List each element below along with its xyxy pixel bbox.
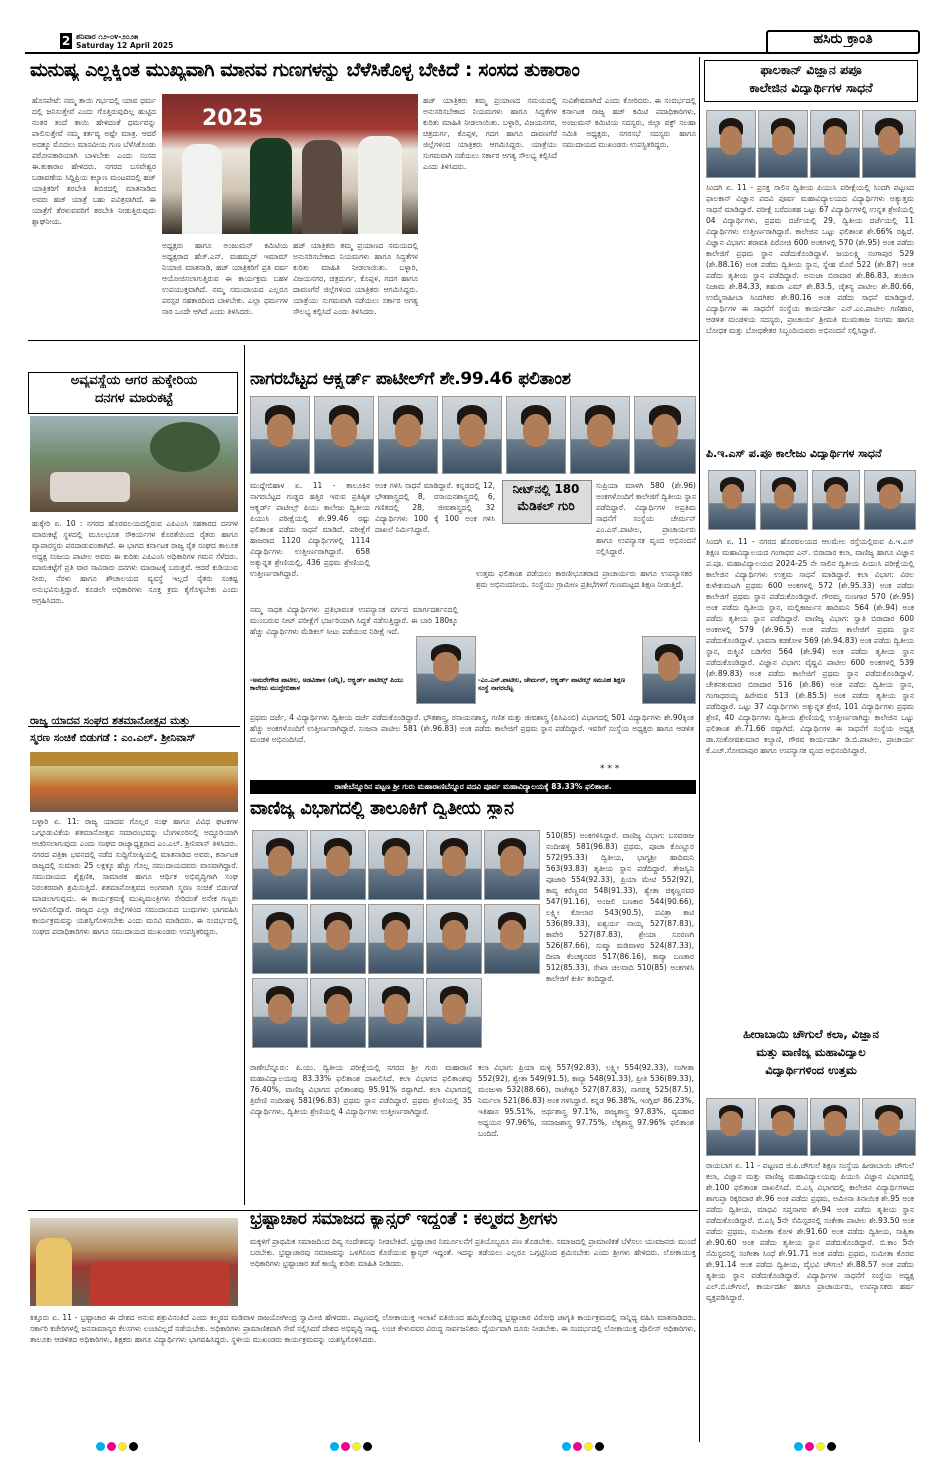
commerce-headline: ವಾಣಿಜ್ಯ ವಿಭಾಗದಲ್ಲಿ ತಾಲೂಕಿಗೆ ದ್ವಿತೀಯ ಸ್ಥಾನ [250,799,514,819]
commerce-student-1 [252,830,308,900]
dot-magenta [805,1442,814,1451]
corruption-audience [90,1262,230,1306]
photo-person-1 [182,144,222,234]
main-article-col3: ಹಜ್ ಯಾತ್ರಿಕರು ತಮ್ಮ ಪ್ರಯಾಣದ ಸಮಯದಲ್ಲಿ ಅನುಸರಿಸಬೇಕಾದ ನಿಯಮಗಳು ಹಾಗೂ ಸಿದ್ಧತೆಗಳ ಕುರಿತು ಮಾಹಿತಿ ನೀಡಲಾಯಿತು. ಬಳ್ಳಾರಿ, ವಿಜಯನಗರ, ಚಿತ್ರದುರ್ಗ, ಕೊಪ್ಪಳ, ಗದಗ ಹಾಗೂ ದಾವಣಗೆರೆ ಜಿಲ್ಲೆಗಳಿಂದ ಯಾತ್ರಿಕರು ಆಗಮಿಸಿದ್ದರು. ಯಾತ್ರೆಯು ಸುಗಮವಾಗಿ ನಡೆಯಲು ಸರ್ಕಾರ ಅಗತ್ಯ ಸೌಲಭ್ಯ ಕಲ್ಪಿಸಿದೆ ಎಂದು ತಿಳಿಸಿದರು. [423,96,557,171]
hirabai-student-3 [810,1098,860,1156]
oxford-student-4 [442,396,502,474]
oxford-caption-right: -ಎಂ.ಎಸ್.ಪಾಟೀಲ, ಚೇರ್ಮನ್, ಆಕ್ಸ್ಫರ್ಡ್ ಪಾಟೀಲ್ಸ್ ಸಮೂಹ ಶಿಕ್ಷಣ ಸಂಸ್ಥೆ ನಾಗರಬೆಟ್ಟ [478,676,626,692]
oxford-body-lower-right: ಉತ್ತಮ ಫಲಿತಾಂಶ ಪಡೆಯಲು ಕಾರಣೀಭೂತರಾದ ಪ್ರಾಚಾರ್ಯರು ಹಾಗೂ ಉಪನ್ಯಾಸಕರ ಶ್ರಮ ಅಭಿನಂದನೀಯ. ಸಂಸ್ಥೆಯು ಗ್ರಾಮೀಣ ಪ್ರತಿಭೆಗಳಿಗೆ ಗುಣಮಟ್ಟದ ಶಿಕ್ಷಣ ನೀಡುತ್ತಿದೆ. [476,569,692,589]
photo-banner-text: 2025 [202,106,264,131]
main-article-bottom-rule [28,340,698,341]
oxford-student-7 [634,396,696,474]
commerce-student-9 [426,904,482,974]
photo-person-2 [250,138,292,234]
commerce-student-4 [426,830,482,900]
yadava-headline-line2: ಸ್ಮರಣ ಸಂಚಿಕೆ ಬಿಡುಗಡೆ : ಎಂ.ಎಲ್. ಶ್ರೀನಿವಾಸ್ [30,733,196,744]
apmc-photo [30,416,238,512]
falcon-student-3 [810,110,860,178]
falcon-headline-line1: ಫಾಲಕಾನ್ ವಿಜ್ಞಾನ ಪಪೂ [760,63,862,77]
falcon-student-1 [706,110,756,178]
page-number: 2 [61,34,71,48]
commerce-body-right: 510(85) ಅಂಕಗಳಿಸಿದ್ದಾರೆ. ವಾಣಿಜ್ಯ ವಿಭಾಗ: ಬಸವರಾಜ ನಂದೀಹಳ್ಳಿ 581(96.83) ಪ್ರಥಮ, ಪೂಜಾ ಕೊಣ್ಣೂರ 572(95.33) ದ್ವಿತೀಯ, ಭಾಗ್ಯಶ್ರೀ ಹಾದಿಮನಿ 563(93.83) ತೃತೀಯ ಸ್ಥಾನ ಪಡೆದಿದ್ದಾರೆ. ತೇಜಸ್ವಿನಿ ಪೂಜಾರಿ 554(92.33), ಪ್ರಿಯಾ ಮೇಟಿ 552(92), ಕಾವ್ಯ ಕರೆಣ್ಣವರ 548(91.33), ಶ್ವೇತಾ ಚಿಕ್ಕಣ್ಣನವರ 547(91.16), ಅಂಜಲಿ ಬಣಕಾರ 544(90.66), ಲಕ್ಷ್ಮೀ ಕೋಲಾರ 543(90.5), ಪವಿತ್ರಾ ಕಾಟಿ 536(89.33), ಐಶ್ವರ್ಯ ನಾಯ್ಕ 527(87.83), ಕಾವೇರಿ 527(87.83), ಶ್ರೇಯಾ ಸೂರಣಗಿ 526(87.66), ಸುಷ್ಮಾ ಮಡಿವಾಳರ 524(87.33), ದೀಪಾ ಕೆಂಚಕ್ಕನವರ 517(86.16), ಕಾವ್ಯಾ ಬಣಕಾರ 512(85.33), ರೇಖಾ ಚಲವಾದಿ 510(85) ಅಂಕಗಳಿಸಿ ಕಾಲೇಜಿಗೆ ಕೀರ್ತಿ ತಂದಿದ್ದಾರೆ. [546,831,694,983]
apmc-headline-line1: ಅವ್ಯವಸ್ಥೆಯ ಆಗರ ಹುಕ್ಕೇರಿಯ [70,374,198,388]
dot-black [595,1442,604,1451]
commerce-student-10 [484,904,540,974]
hirabai-student-4 [862,1098,916,1156]
corruption-photo [30,1218,238,1306]
dot-magenta [341,1442,350,1451]
oxford-body-lower: ನಮ್ಮ ಸಾಧಕ ವಿದ್ಯಾರ್ಥಿಗಳು ಪ್ರತಿಭಾವಂತ ಉಪನ್ಯಾಸಕ ವರ್ಗದ ಮಾರ್ಗದರ್ಶನದಲ್ಲಿ ಮುಂಬರುವ ನೀಟ್ ಪರೀಕ್ಷೆಗೆ ಭರ್ಜರಿಯಾಗಿ ಸಿದ್ಧತೆ ನಡೆಸುತ್ತಿದ್ದಾರೆ. ಈ ಬಾರಿ 180ಕ್ಕೂ ಹೆಚ್ಚು ವಿದ್ಯಾರ್ಥಿಗಳು ಮೆಡಿಕಲ್ ಸೀಟು ಪಡೆಯುವ ನಿರೀಕ್ಷೆ ಇದೆ. [250,605,458,636]
oxford-chairman-photo [642,636,696,704]
yadava-headline-line1: ರಾಜ್ಯ ಯಾದವ ಸಂಘದ ಶತಮಾನೋತ್ಸವ ಮತ್ತು [30,716,190,727]
corruption-headline: ಭ್ರಷ್ಟಾಚಾರ ಸಮಾಜದ ಕ್ಯಾನ್ಸರ್ ಇದ್ದಂತೆ : ಕಲ್ಮಠದ ಶ್ರೀಗಳು [250,1210,558,1229]
pes-student-2 [760,470,808,530]
commerce-student-14 [426,978,482,1048]
oxford-student-3 [378,396,438,474]
dot-yellow [816,1442,825,1451]
registration-dots-3 [562,1442,604,1451]
dot-cyan [330,1442,339,1451]
falcon-student-4 [862,110,916,178]
dot-yellow [118,1442,127,1451]
hirabai-headline-line2: ಮತ್ತು ವಾಣಿಜ್ಯ ಮಹಾವಿದ್ಯಾಲ [756,1046,866,1059]
dot-black [827,1442,836,1451]
commerce-student-7 [310,904,366,974]
apmc-tree [150,422,220,472]
corruption-body-bottom: ಕಿತ್ತೂರು ಏ. 11 - ಭ್ರಷ್ಟಾಚಾರ ಈ ದೇಶದ ಅನುವ ಶತ್ರುವಿನಂತಿದೆ ಎಂದು ಕಲ್ಮಠದ ಮಡಿವಾಳ ರಾಜಯೋಗೀಂದ್ರ ಸ್ವಾಮೀಜಿ ಹೇಳಿದರು. ಪಟ್ಟಣದಲ್ಲಿ ಲೋಕಾಯುಕ್ತ ಇಲಾಖೆ ವತಿಯಿಂದ ಹಮ್ಮಿಕೊಂಡಿದ್ದ ಭ್ರಷ್ಟಾಚಾರ ವಿರೋಧಿ ಜಾಗೃತಿ ಕಾರ್ಯಕ್ರಮದಲ್ಲಿ ಸಾನ್ನಿಧ್ಯ ವಹಿಸಿ ಮಾತನಾಡಿದರು. ಸರ್ಕಾರಿ ಕಚೇರಿಗಳಲ್ಲಿ ಜನಸಾಮಾನ್ಯರ ಕೆಲಸಗಳು ಲಂಚವಿಲ್ಲದೆ ನಡೆಯಬೇಕು. ಅಧಿಕಾರಿಗಳು ಪ್ರಾಮಾಣಿಕವಾಗಿ ಸೇವೆ ಸಲ್ಲಿಸಿದರೆ ದೇಶದ ಅಭಿವೃದ್ಧಿ ಸಾಧ್ಯ. ಲಂಚ ಕೇಳುವವರ ವಿರುದ್ಧ ಸಾರ್ವಜನಿಕರು ಧೈರ್ಯವಾಗಿ ದೂರು ನೀಡಬೇಕು. ಈ ಸಂದರ್ಭದಲ್ಲಿ ಲೋಕಾಯುಕ್ತ ಪೊಲೀಸ್ ಅಧಿಕಾರಿಗಳು, ತಾಲೂಕು ಆಡಳಿತದ ಅಧಿಕಾರಿಗಳು, ಶಿಕ್ಷಕರು ಹಾಗೂ ವಿದ್ಯಾರ್ಥಿಗಳು ಭಾಗವಹಿಸಿದ್ದರು. ಸ್ಥಳೀಯ ಮುಖಂಡರು ಕಾರ್ಯಕ್ರಮವನ್ನು ಯಶಸ್ವಿಗೊಳಿಸಿದರು. [30,1313,696,1344]
commerce-student-12 [310,978,366,1048]
photo-person-4 [358,136,402,234]
oxford-body-mid: ಅಂಕ ಗಳಿಸಿ ಸಾಧನೆ ಮಾಡಿದ್ದಾರೆ. ಕನ್ನಡದಲ್ಲಿ 12, ಭೌತಶಾಸ್ತ್ರದಲ್ಲಿ 8, ರಸಾಯನಶಾಸ್ತ್ರದಲ್ಲಿ 6, ಗಣಿತದಲ್ಲಿ 28, ಜೀವಶಾಸ್ತ್ರದಲ್ಲಿ 32 ವಿದ್ಯಾರ್ಥಿಗಳು 100 ಕ್ಕೆ 100 ಅಂಕ ಗಳಿಸಿ ದಾಖಲೆ ನಿರ್ಮಿಸಿದ್ದಾರೆ. [375,481,495,534]
photo-person-3 [302,140,342,234]
date-line-english: Saturday 12 April 2025 [76,41,174,50]
hirabai-body: ರಾಯಬಾಗ ಏ. 11 - ಪಟ್ಟಣದ ಜಿ.ಪಿ.ಚೌಗುಲೆ ಶಿಕ್ಷಣ ಸಂಸ್ಥೆಯ ಹೀರಾಬಾಯಿ ಚೌಗುಲೆ ಕಲಾ, ವಿಜ್ಞಾನ ಮತ್ತು ವಾಣಿಜ್ಯ ಮಹಾವಿದ್ಯಾಲಯವು ಪಿಯುಸಿ ವಿಜ್ಞಾನ ವಿಭಾಗದಲ್ಲಿ ಶೇ.100 ಫಲಿತಾಂಶ ದಾಖಲಿಸಿದೆ. ಬಿ.ಎಸ್ಸಿ ವಿಭಾಗದಲ್ಲಿ ಕಾಲೇಜಿನ ವಿದ್ಯಾರ್ಥಿಗಳಾದ ಶಾಗುಪ್ತಾ ರಿಕ್ಕರಿದಾರ ಶೇ.96 ಅಂಕ ಪಡೆದು ಪ್ರಥಮ, ಅಮೀನಾ ತಿನಾಯಿಕ ಶೇ.95 ಅಂಕ ಪಡೆದು ದ್ವಿತೀಯ, ಮಾಧವಿ ಸಪ್ತಸಾಗರ ಶೇ.94 ಅಂಕ ಪಡೆದು ತೃತೀಯ ಸ್ಥಾನ ಪಡೆದುಕೊಂಡಿದ್ದಾರೆ. ಬಿ.ಎಸ್ಸಿ 5ನೇ ಸೆಮಿಸ್ಟರನಲ್ಲಿ ಸಂಕೇತಾ ಪಾಟೀಲ ಶೇ.93.50 ಅಂಕ ಪಡೆದು ಪ್ರಥಮ, ಸುಮೀತಾ ಕೋಳಿ ಶೇ.91.60 ಅಂಕ ಪಡೆದು ದ್ವಿತೀಯ, ಸಾತ್ವಿಕಾ ಶೇ.90.60 ಅಂಕ ಪಡೆದು ತೃತೀಯ ಸ್ಥಾನ ಪಡೆದುಕೊಂಡಿದ್ದಾರೆ. ಬಿ.ಕಾಂ 5ನೇ ಸೆಮಿಸ್ಟರನಲ್ಲಿ ಸಂಗೀತಾ ಸಿಂಧೆ ಶೇ.91.71 ಅಂಕ ಪಡೆದು ಪ್ರಥಮ, ಸುಮೀತಾ ಕೊರವ ಶೇ.91.14 ಅಂಕ ಪಡೆದು ದ್ವಿತೀಯ, ವೈಭವಿ ಚೌಗುಲೆ ಶೇ.88.57 ಅಂಕ ಪಡೆದು ತೃತೀಯ ಸ್ಥಾನ ಪಡೆದುಕೊಂಡಿದ್ದಾರೆ. ವಿದ್ಯಾರ್ಥಿಗಳ ಸಾಧನೆಗೆ ಸಂಸ್ಥೆಯ ಅಧ್ಯಕ್ಷ ಎಲ್.ಬಿ.ಚೌಗುಲೆ, ಕಾರ್ಯದರ್ಶಿ ಹಾಗೂ ಪ್ರಾಚಾರ್ಯರು, ಉಪನ್ಯಾಸಕರು ಹರ್ಷ ವ್ಯಕ್ತಪಡಿಸಿದ್ದಾರೆ. [706,1161,914,1302]
pes-student-1 [708,470,756,530]
commerce-student-11 [252,978,308,1048]
registration-dots-4 [794,1442,836,1451]
oxford-headline: ನಾಗರಬೆಟ್ಟದ ಆಕ್ಸ್ಫರ್ಡ್ ಪಾಟೀಲ್‌ಗೆ ಶೇ.99.46 ಫಲಿತಾಂಶ [250,370,571,389]
oxford-body-bottom: ಪ್ರಥಮ ದರ್ಜೆ, 4 ವಿದ್ಯಾರ್ಥಿಗಳು ದ್ವಿತೀಯ ದರ್ಜೆ ಪಡೆದುಕೊಂಡಿದ್ದಾರೆ. ಭೌತಶಾಸ್ತ್ರ, ರಸಾಯನಶಾಸ್ತ್ರ, ಗಣಿತ ಮತ್ತು ಜೀವಶಾಸ್ತ್ರ (ಪಿಸಿಎಂಬಿ) ವಿಭಾಗದಲ್ಲಿ 501 ವಿದ್ಯಾರ್ಥಿಗಳು ಶೇ.90ಕ್ಕಿಂತ ಹೆಚ್ಚು ಅಂಕಗಳೊಂದಿಗೆ ಉತ್ತೀರ್ಣರಾಗಿದ್ದಾರೆ. ಸಂಜನಾ ಪಾಟೀಲ 581 (ಶೇ.96.83) ಅಂಕ ಪಡೆದು ಕಾಲೇಜಿಗೆ ಪ್ರಥಮ ಸ್ಥಾನ ಪಡೆದಿದ್ದಾರೆ. ಇವರಿಗೆ ಸಂಸ್ಥೆಯ ಅಧ್ಯಕ್ಷರು ಹಾಗೂ ಆಡಳಿತ ಮಂಡಳಿ ಅಭಿನಂದಿಸಿದೆ. [250,713,694,744]
pes-body: ಸಿಂದಗಿ ಏ. 11 - ನಗರದ ಹೊರವಲಯದ ಆಲಮೇಲ ರಸ್ತೆಯಲ್ಲಿರುವ ಪಿ.ಇ.ಎಸ್ ಶಿಕ್ಷಣ ಮಹಾವಿದ್ಯಾಲಯದ ಗಂಗಾಧರ ಎನ್. ಬಿರಾದಾರ ಕಲಾ, ವಾಣಿಜ್ಯ ಹಾಗೂ ವಿಜ್ಞಾನ ಪ.ಪೂ. ಮಹಾವಿದ್ಯಾಲಯದ 2024-25 ನೇ ಸಾಲಿನ ದ್ವಿತೀಯ ಪಿಯುಸಿ ಪರೀಕ್ಷೆಯಲ್ಲಿ ಕಾಲೇಜಿನ ವಿದ್ಯಾರ್ಥಿಗಳು ಉತ್ತಮ ಸಾಧನೆ ಮಾಡಿದ್ದಾರೆ. ಕಲಾ ವಿಭಾಗ: ವಿಠಲ ಕುಳೇಕುಮಟಗಿ ಪ್ರಥಮ 600 ಅಂಕಗಳಲ್ಲಿ 572 (ಶೇ.95.33) ಅಂಕ ಪಡೆದು ಕಾಲೇಜಿಗೆ ಪ್ರಥಮ ಸ್ಥಾನ ಪಡೆದುಕೊಂಡಿದ್ದಾರೆ. ಗೌರಮ್ಮ ಸುಣಗಾರ 570 (ಶೇ.95) ಅಂಕ ಪಡೆದು ದ್ವಿತೀಯ ಸ್ಥಾನ, ಮಲ್ಲಿಕಾರ್ಜುನ ಹಾದಿಮನಿ 564 (ಶೇ.94) ಅಂಕ ಪಡೆದು ತೃತೀಯ ಸ್ಥಾನ ಪಡೆದಿದ್ದಾರೆ. ವಾಣಿಜ್ಯ ವಿಭಾಗ: ಸ್ವಾತಿ ಬಿರಾದಾರ 600 ಅಂಕಗಳಲ್ಲಿ 579 (ಶೇ.96.5) ಅಂಕ ಪಡೆದು ಕಾಲೇಜಿಗೆ ಪ್ರಥಮ ಸ್ಥಾನ ಪಡೆದುಕೊಂಡಿದ್ದಾಳೆ. ಭಾವನಾ ಕಡಕೋಳ 569 (ಶೇ.94.83) ಅಂಕ ಪಡೆದು ದ್ವಿತೀಯ ಸ್ಥಾನ, ರುಕ್ಮಿಣಿ ಬಡಿಗೇರ 564 (ಶೇ.94) ಅಂಕ ಪಡೆದು ತೃತೀಯ ಸ್ಥಾನ ಪಡೆದುಕೊಂಡಿದ್ದಾರೆ. ವಿಜ್ಞಾನ ವಿಭಾಗ: ವೈಷ್ಣವಿ ಪಾಟೀಲ 600 ಅಂಕಗಳಲ್ಲಿ 539 (ಶೇ.89.83) ಅಂಕ ಪಡೆದು ಕಾಲೇಜಿಗೆ ಪ್ರಥಮ ಸ್ಥಾನ ಪಡೆದುಕೊಂಡಿದ್ದಾಳೆ. ಚೇತನಕುಮಾರ ಬಿರಾದಾರ 516 (ಶೇ.86) ಅಂಕ ಪಡೆದು ದ್ವಿತೀಯ ಸ್ಥಾನ, ಗಂಗಾಧರಯ್ಯ ಹಿರೇಮಠ 513 (ಶೇ.85.5) ಅಂಕ ಪಡೆದು ತೃತೀಯ ಸ್ಥಾನ ಪಡೆದಿದ್ದಾರೆ. ಒಟ್ಟು 37 ವಿದ್ಯಾರ್ಥಿಗಳು ಅತ್ಯುನ್ನತ ಶ್ರೇಣಿ, 101 ವಿದ್ಯಾರ್ಥಿಗಳು ಪ್ರಥಮ ಶ್ರೇಣಿ, 40 ವಿದ್ಯಾರ್ಥಿಗಳು ದ್ವಿತೀಯ ಶ್ರೇಣಿಯಲ್ಲಿ ಉತ್ತೀರ್ಣರಾಗಿದ್ದು ಕಾಲೇಜಿನ ಒಟ್ಟು ಫಲಿತಾಂಶ ಶೇ.71.66 ರಷ್ಟಾಗಿದೆ. ವಿದ್ಯಾರ್ಥಿಗಳ ಈ ಸಾಧನೆಗೆ ಸಂಸ್ಥೆಯ ಅಧ್ಯಕ್ಷ ಡಾ.ಸಂತೋಷಕುಮಾರ ಕಲ್ಯಾಣಿ, ಗೌರವ ಕಾರ್ಯದರ್ಶಿ ಡಿ.ಬಿ.ಪಾಟೀಲ, ಪ್ರಾಚಾರ್ಯ ಕೆ.ಎಚ್.ಸೋಮಾಪುರ ಹಾಗೂ ಉಪನ್ಯಾಸಕ ವೃಂದ ಅಭಿನಂದಿಸಿದ್ದಾರೆ. [706,537,914,755]
falcon-student-2 [758,110,808,178]
hirabai-headline-line3: ವಿದ್ಯಾರ್ಥಿಗಳಿಂದ ಉತ್ತಮ [765,1064,857,1077]
commerce-body-bottom-left: ರಾಣೇಬೆನ್ನೂರು: ಪಿ.ಯು. ದ್ವಿತೀಯ ಪರೀಕ್ಷೆಯಲ್ಲಿ ನಗರದ ಶ್ರೀ ಗುರು ಮಹಾರಾಣಿ ಮಹಾವಿದ್ಯಾಲಯವು 83.33% ಫಲಿತಾಂಶ ದಾಖಲಿಸಿದೆ. ಕಲಾ ವಿಭಾಗದ ಫಲಿತಾಂಶವು 76.40%, ವಾಣಿಜ್ಯ ವಿಭಾಗದ ಫಲಿತಾಂಶವು 95.91% ರಷ್ಟಾಗಿದೆ. ಕಲಾ ವಿಭಾಗದಲ್ಲಿ ತ್ರಿವೇಣಿ ನಂದೀಹಳ್ಳಿ 581(96.83) ಪ್ರಥಮ ಸ್ಥಾನ ಪಡೆದಿದ್ದಾರೆ. ಪ್ರಥಮ ಶ್ರೇಣಿಯಲ್ಲಿ 35 ವಿದ್ಯಾರ್ಥಿಗಳು, ದ್ವಿತೀಯ ಶ್ರೇಣಿಯಲ್ಲಿ 4 ವಿದ್ಯಾರ್ಥಿಗಳು ಉತ್ತೀರ್ಣರಾಗಿದ್ದಾರೆ. [250,1063,472,1116]
commerce-body-bottom-right: ಕಲಾ ವಿಭಾಗ: ಪ್ರಿಯಾ ಮಳ್ಳಿ 557(92.83), ಲಕ್ಷ್ಮೀ 554(92.33), ಸಂಗೀತಾ 552(92), ಶ್ವೇತಾ 549(91.5), ಕಾವ್ಯಾ 548(91.33), ಪ್ರೀತಿ 536(89.33), ಮಂಜುಳಾ 532(88.66), ರಾಜೇಶ್ವರಿ 527(87.83), ನಾಗರತ್ನ 525(87.5), ನಿರ್ಮಲಾ 521(86.83) ಅಂಕ ಗಳಿಸಿದ್ದಾರೆ. ಕನ್ನಡ 96.38%, ಇಂಗ್ಲಿಷ್ 86.23%, ಇತಿಹಾಸ 95.51%, ಅರ್ಥಶಾಸ್ತ್ರ 97.1%, ರಾಜ್ಯಶಾಸ್ತ್ರ 97.83%, ವ್ಯವಹಾರ ಅಧ್ಯಯನ 97.96%, ಸಮಾಜಶಾಸ್ತ್ರ 97.75%, ಲೆಕ್ಕಶಾಸ್ತ್ರ 97.96% ಫಲಿತಾಂಶ ಬಂದಿದೆ. [478,1063,694,1138]
yadava-banner [30,752,238,766]
dot-yellow [352,1442,361,1451]
yadava-body: ಬಳ್ಳಾರಿ ಏ. 11: ರಾಜ್ಯ ಯಾದವ ಗೊಲ್ಲರ ಸಂಘ ಹಾಗೂ ವಿವಿಧ ಘಟಕಗಳ ಒಗ್ಗೂಡುವಿಕೆಯ ಶತಮಾನೋತ್ಸವ ಸಮಾರಂಭವನ್ನು ಬೆಂಗಳೂರಿನಲ್ಲಿ ಅದ್ದೂರಿಯಾಗಿ ಆಚರಿಸಲಾಗುವುದು ಎಂದು ಸಂಘದ ರಾಜ್ಯಾಧ್ಯಕ್ಷರಾದ ಎಂ.ಎಲ್. ಶ್ರೀನಿವಾಸ್ ತಿಳಿಸಿದರು. ನಗರದ ಪತ್ರಿಕಾ ಭವನದಲ್ಲಿ ನಡೆದ ಸುದ್ದಿಗೋಷ್ಠಿಯಲ್ಲಿ ಮಾತನಾಡಿದ ಅವರು, ಕರ್ನಾಟಕ ರಾಜ್ಯದಲ್ಲಿ ಸುಮಾರು 25 ಲಕ್ಷಕ್ಕೂ ಹೆಚ್ಚು ಗೊಲ್ಲ ಸಮುದಾಯದವರು ವಾಸವಾಗಿದ್ದಾರೆ. ಸಮುದಾಯದ ಶೈಕ್ಷಣಿಕ, ಸಾಮಾಜಿಕ ಹಾಗೂ ಆರ್ಥಿಕ ಅಭಿವೃದ್ಧಿಗಾಗಿ ಸಂಘ ನಿರಂತರವಾಗಿ ಶ್ರಮಿಸುತ್ತಿದೆ. ಶತಮಾನೋತ್ಸವದ ಅಂಗವಾಗಿ ಸ್ಮರಣ ಸಂಚಿಕೆ ಬಿಡುಗಡೆ ಮಾಡಲಾಗುವುದು. ಈ ಕಾರ್ಯಕ್ರಮಕ್ಕೆ ಮುಖ್ಯಮಂತ್ರಿಗಳು ಸೇರಿದಂತೆ ಅನೇಕ ಗಣ್ಯರು ಆಗಮಿಸಲಿದ್ದಾರೆ. ರಾಜ್ಯದ ಎಲ್ಲಾ ಜಿಲ್ಲೆಗಳಿಂದ ಸಮುದಾಯದ ಬಂಧುಗಳು ಭಾಗವಹಿಸಿ ಕಾರ್ಯಕ್ರಮವನ್ನು ಯಶಸ್ವಿಗೊಳಿಸಬೇಕು ಎಂದು ಮನವಿ ಮಾಡಿದರು. ಈ ಸಂದರ್ಭದಲ್ಲಿ ಸಂಘದ ಪದಾಧಿಕಾರಿಗಳು ಹಾಗೂ ಸಮುದಾಯದ ಮುಖಂಡರು ಉಪಸ್ಥಿತರಿದ್ದರು. [32,817,238,936]
commerce-student-6 [252,904,308,974]
registration-dots-1 [96,1442,138,1451]
dot-cyan [562,1442,571,1451]
commerce-student-8 [368,904,424,974]
oxford-student-1 [250,396,310,474]
dot-black [129,1442,138,1451]
dot-magenta [573,1442,582,1451]
commerce-student-13 [368,978,424,1048]
apmc-people [50,472,130,502]
oxford-body-right: ಸುಪ್ರಿಯಾ ಮಾಳಗಿ 580 (ಶೇ.96) ಅಂಕಗಳೊಂದಿಗೆ ಕಾಲೇಜಿಗೆ ದ್ವಿತೀಯ ಸ್ಥಾನ ಪಡೆದಿದ್ದಾರೆ. ವಿದ್ಯಾರ್ಥಿಗಳ ಅಪ್ರತಿಮ ಸಾಧನೆಗೆ ಸಂಸ್ಥೆಯ ಚೇರ್ಮನ್ ಎಂ.ಎಸ್.ಪಾಟೀಲ, ಪ್ರಾಚಾರ್ಯರು ಹಾಗೂ ಉಪನ್ಯಾಸಕ ವೃಂದ ಅಭಿನಂದನೆ ಸಲ್ಲಿಸಿದ್ದಾರೆ. [596,481,696,556]
hirabai-student-1 [706,1098,756,1156]
col-rule-right [699,57,700,1442]
neet-box-line2: ಮೆಡಿಕಲ್ ಗುರಿ [517,500,575,513]
pes-headline: ಪಿ.ಇ.ಎಸ್ ಪ.ಪೂ ಕಾಲೇಜು ವಿದ್ಯಾರ್ಥಿಗಳ ಸಾಧನೆ [706,448,882,460]
pes-student-4 [864,470,916,530]
oxford-student-5 [506,396,566,474]
corruption-body-right: ಮಕ್ಕಳಿಗೆ ಪ್ರಾಥಮಿಕ ಸಮಾಜದಿಂದ ದಿವ್ಯ ಸಂದೇಶವನ್ನು ನೀಡಬೇಕಿದೆ. ಭ್ರಷ್ಟಾಚಾರ ನಿರ್ಮೂಲನೆಗೆ ಪ್ರತಿಯೊಬ್ಬರೂ ಪಣ ತೊಡಬೇಕು. ಸಮಾಜದಲ್ಲಿ ಪ್ರಾಮಾಣಿಕತೆ ಬೆಳೆಸಲು ಯುವಜನರು ಮುಂದೆ ಬರಬೇಕು. ಭ್ರಷ್ಟಾಚಾರವು ಸಮಾಜವನ್ನು ಒಳಗಿನಿಂದ ಕೊರೆಯುವ ಕ್ಯಾನ್ಸರ್ ಇದ್ದಂತೆ. ಇದನ್ನು ತಡೆಯಲು ಎಲ್ಲರೂ ಒಗ್ಗಟ್ಟಿನಿಂದ ಶ್ರಮಿಸಬೇಕು ಎಂದು ಶ್ರೀಗಳು ಹೇಳಿದರು. ಲೋಕಾಯುಕ್ತ ಅಧಿಕಾರಿಗಳು ಭ್ರಷ್ಟಾಚಾರ ತಡೆ ಕಾಯ್ದೆ ಕುರಿತು ಮಾಹಿತಿ ನೀಡಿದರು. [250,1237,696,1268]
apmc-headline-line2: ದನಗಳ ಮಾರುಕಟ್ಟೆ [94,392,174,406]
main-article-col2: ಅಧ್ಯಕ್ಷರು ಹಾಗೂ ಅಂಜುಮನ್ ಕಮಿಟಿಯ ಅಧ್ಯಕ್ಷರಾದ ಹೆಚ್.ಎನ್. ಮಹಮ್ಮದ್ ಇಮಾಮ್ ನಿಯಾಜಿ ಮಾತನಾಡಿ, ಹಜ್ ಯಾತ್ರಿಕರಿಗೆ ಪ್ರತಿ ವರ್ಷ ಆಯೋಜಿಸಲಾಗುತ್ತಿರುವ ಈ ಕಾರ್ಯಕ್ರಮ ಬಹಳ ಉಪಯುಕ್ತವಾಗಿದೆ. ನಮ್ಮ ಸಮುದಾಯದ ಎಲ್ಲರೂ ಪರಸ್ಪರ ಸಹಕಾರದಿಂದ ಬಾಳಬೇಕು. ಎಲ್ಲಾ ಧರ್ಮಗಳ ಸಾರ ಒಂದೇ ಆಗಿದೆ ಎಂದು ತಿಳಿಸಿದರು. [162,241,288,316]
falcon-headline-line2: ಕಾಲೇಜಿನ ವಿದ್ಯಾರ್ಥಿಗಳ ಸಾಧನೆ [749,81,873,95]
registration-dots-2 [330,1442,372,1451]
dot-magenta [107,1442,116,1451]
oxford-caption-left: -ಅಮರೇಗೌಡ ಪಾಟೀಲ, ಅಡವಿಹಾಳ (ಚೆನ್ನಿ), ಆಕ್ಸ್ಫರ್ಡ್ ಪಾಟೀಲ್ಸ್ ಪಿಯು ಕಾಲೇಜು ಮುದ್ದೇಬಿಹಾಳ [250,676,404,692]
col-rule-left [244,345,245,1205]
date-line-kannada: ಶನಿವಾರ ೧೨-೦೪-೨೦೨೫ [76,32,139,41]
commerce-student-5 [484,830,540,900]
commerce-student-2 [310,830,366,900]
hirabai-headline-line1: ಹೀರಾಬಾಯಿ ಚೌಗುಲೆ ಕಲಾ, ವಿಜ್ಞಾನ [743,1028,879,1041]
yadava-photo [30,752,238,812]
dot-cyan [96,1442,105,1451]
separator-stars: * * * [600,764,620,774]
main-article-col1: ಹೊಸಪೇಟೆ: ನಮ್ಮ ತಾಯಿ ಗರ್ಭದಲ್ಲಿ ಯಾವ ಧರ್ಮ ದಲ್ಲಿ ಜನಿಸುತ್ತೇವೆ ಎಂದು ಗೊತ್ತಿರುವುದಿಲ್ಲ ಹುಟ್ಟಿದ ನಂತರ ತಂದೆ ತಾಯಿ ಹೇಳಿದಂತೆ ಧರ್ಮವನ್ನು ಪಾಲಿಸುತ್ತೇವೆ ನಮ್ಮ ಕರ್ತವ್ಯ ಅಷ್ಟೇ ಮಾತ್ರ. ಆದರೆ ಅದಕ್ಕೂ ಮೊದಲು ಮಾನವೀಯ ಗುಣ ಬೆಳೆಸಿಕೊಂಡು ಪರೋಪಕಾರಿಯಾಗಿ ಬಾಳಬೇಕು ಎಂದು ಸಂಸದ ಈ.ತುಕಾರಾಂ ಹೇಳಿದರು. ನಗರದ ಬಸವೇಶ್ವರ ಬಡಾವಣೆಯ ಸಿದ್ದಿಪ್ರಿಯ ಕಲ್ಯಾಣ ಮಂಟಪದಲ್ಲಿ ಹಜ್ ಯಾತ್ರಿಕರಿಗೆ ತರಬೇತಿ ಶಿಬಿರದಲ್ಲಿ ಮಾತನಾಡಿದ ಅವರು ಹಜ್ ಯಾತ್ರೆ ಬಹು ಪವಿತ್ರವಾಗಿದೆ. ಈ ಯಾತ್ರೆಗೆ ತೆರಳುವವರಿಗೆ ತರಬೇತಿ ನೀಡುತ್ತಿರುವುದು ಶ್ಲಾಘನೀಯ. [32,96,156,226]
oxford-amaregowda-photo [416,636,476,704]
main-article-col2b: ಹಜ್ ಯಾತ್ರಿಕರು ತಮ್ಮ ಪ್ರಯಾಣದ ಸಮಯದಲ್ಲಿ ಅನುಸರಿಸಬೇಕಾದ ನಿಯಮಗಳು ಹಾಗೂ ಸಿದ್ಧತೆಗಳ ಕುರಿತು ಮಾಹಿತಿ ನೀಡಲಾಯಿತು. ಬಳ್ಳಾರಿ, ವಿಜಯನಗರ, ಚಿತ್ರದುರ್ಗ, ಕೊಪ್ಪಳ, ಗದಗ ಹಾಗೂ ದಾವಣಗೆರೆ ಜಿಲ್ಲೆಗಳಿಂದ ಯಾತ್ರಿಕರು ಆಗಮಿಸಿದ್ದರು. ಯಾತ್ರೆಯು ಸುಗಮವಾಗಿ ನಡೆಯಲು ಸರ್ಕಾರ ಅಗತ್ಯ ಸೌಲಭ್ಯ ಕಲ್ಪಿಸಿದೆ ಎಂದು ತಿಳಿಸಿದರು. [293,241,418,316]
dot-black [363,1442,372,1451]
oxford-student-2 [314,396,374,474]
falcon-body: ಸಿಂದಗಿ ಏ. 11 - ಪ್ರಸಕ್ತ ಸಾಲಿನ ದ್ವಿತೀಯ ಪಿಯುಸಿ ಪರೀಕ್ಷೆಯಲ್ಲಿ ಸಿಂದಗಿ ಪಟ್ಟಣದ ಫಾಲಕಾನ್ ವಿಜ್ಞಾನ ಪದವಿ ಪೂರ್ವ ಮಹಾವಿದ್ಯಾಲಯದ ವಿದ್ಯಾರ್ಥಿಗಳು ಅತ್ಯುತ್ತಮ ಸಾಧನೆ ಮಾಡಿದ್ದಾರೆ. ಪರೀಕ್ಷೆ ಬರೆದಂತಹ ಒಟ್ಟು 67 ವಿದ್ಯಾರ್ಥಿಗಳಲ್ಲಿ ಉನ್ನತ ಶ್ರೇಣಿಯಲ್ಲಿ 04 ವಿದ್ಯಾರ್ಥಿಗಳು, ಪ್ರಥಮ ದರ್ಜೆಯಲ್ಲಿ 29, ದ್ವಿತೀಯ ದರ್ಜೆಯಲ್ಲಿ 11 ವಿದ್ಯಾರ್ಥಿಗಳು ಉತ್ತೀರ್ಣರಾಗಿದ್ದಾರೆ. ಕಾಲೇಜಿನ ಒಟ್ಟು ಫಲಿತಾಂಶ ಶೇ.66% ರಷ್ಟಿದೆ. ವಿಜ್ಞಾನ ವಿಭಾಗ: ಶರಾವತಿ ಪಿರೋಜಿ 600 ಅಂಕಗಳಲ್ಲಿ 570 (ಶೇ.95) ಅಂಕ ಪಡೆದು ಕಾಲೇಜಿಗೆ ಪ್ರಥಮ ಸ್ಥಾನ ಪಡೆದುಕೊಂಡಿದ್ದಾಳೆ. ಜಯಲಕ್ಷ್ಮಿ ಸಂಗಾಪುರ 529 (ಶೇ.88.16) ಅಂಕ ಪಡೆದು ದ್ವಿತೀಯ ಸ್ಥಾನ, ಸ್ನೇಹ ಮೊರೆ 522 (ಶೇ.87) ಅಂಕ ಪಡೆದು ತೃತೀಯ ಸ್ಥಾನ ಪಡೆದಿದ್ದಾರೆ. ಅನುಜಾ ಬಿರಾದಾರ ಶೇ.86.83, ತಂಜಿಲಾ ನಿಜಾಮ ಶೇ.84.33, ತಹುರಾ ಎಮ್ ಶೇ.83.5, ಚೈತನ್ಯ ಪಾಟೀಲ ಶೇ.80.66, ಉಮ್ಮೆಸಾಹೀಬಾ ಸಿಂದಗಿಕರ ಶೇ.80.16 ಅಂಕ ಪಡೆದು ಸಾಧನೆ ಮಾಡಿದ್ದಾರೆ. ವಿದ್ಯಾರ್ಥಿಗಳ ಈ ಸಾಧನೆಗೆ ಸಂಸ್ಥೆಯ ಕಾರ್ಯದರ್ಶಿ ಎನ್.ಎಂ.ಪಾಟೀಲ ಗಣಿಹಾರ, ಆಡಳಿತ ಮಂಡಳಿಯ ಸದಸ್ಯರು, ಪ್ರಾಚಾರ್ಯ ಶ್ರೀಮತಿ ಮುಮತಾಜ ಸಂಗಮ ಹಾಗೂ ಬೋಧಕ ಮತ್ತು ಬೋಧಕೇತರ ಸಿಬ್ಬಂದಿಯವರು ಅಭಿನಂದನೆ ಸಲ್ಲಿಸಿದ್ದಾರೆ. [706,183,914,335]
corruption-speaker [36,1238,72,1306]
main-headline: ಮನುಷ್ಯ ಎಲ್ಲಕ್ಕಿಂತ ಮುಖ್ಯವಾಗಿ ಮಾನವ ಗುಣಗಳನ್ನು ಬೆಳೆಸಿಕೊಳ್ಳ ಬೇಕಿದೆ : ಸಂಸದ ತುಕಾರಾಂ [30,60,580,81]
neet-box-line1: ನೀಟ್‌ನಲ್ಲಿ 180 [512,483,580,496]
main-event-photo [162,94,418,234]
main-article-col4: ಸುವಿಶೇಷವಾಗಿದೆ ಎಂದು ಕೋರಿದರು. ಈ ಸಂದರ್ಭದಲ್ಲಿ ಕರ್ನಾಟಕ ರಾಜ್ಯ ಹಜ್ ಕಮಿಟಿ ಪದಾಧಿಕಾರಿಗಳು, ಅಂಜುಮನ್ ಕಮಿಟಿಯ ಸದಸ್ಯರು, ಜಿಲ್ಲಾ ವಕ್ಫ್ ಸಲಹಾ ಸಮಿತಿ ಅಧ್ಯಕ್ಷರು, ನಗರಸಭೆ ಸದಸ್ಯರು ಹಾಗೂ ಸಮುದಾಯದ ಮುಖಂಡರು ಉಪಸ್ಥಿತರಿದ್ದರು. [562,96,696,149]
apmc-body: ಹುಕ್ಕೇರಿ ಏ. 10 : ನಗರದ ಹೊರವಲಯದಲ್ಲಿರುವ ಎಪಿಎಂಸಿ ಸಹಕಾರದ ದನಗಳ ಮಾರುಕಟ್ಟೆ ಸ್ಥಳದಲ್ಲಿ ಮೂಲಭೂತ ಸೌಕರ್ಯಗಳ ಕೊರತೆಯಿಂದ ರೈತರು ಹಾಗೂ ವ್ಯಾಪಾರಸ್ಥರು ಪರದಾಡುವಂತಾಗಿದೆ. ಈ ಭಾಗದ ಕರ್ನಾಟಕ ರಾಜ್ಯ ರೈತ ಸಂಘದ ತಾಲೂಕ ಅಧ್ಯಕ್ಷ ಸಂಜಯ ಪಾಟೀಲ ಅವರು ಈ ಕುರಿತು ಎಪಿಎಂಸಿ ಅಧಿಕಾರಿಗಳ ಗಮನ ಸೆಳೆದರು. ಮಾರುಕಟ್ಟೆಗೆ ಪ್ರತಿ ವಾರ ಸಾವಿರಾರು ದನಗಳು ಮಾರಾಟಕ್ಕೆ ಬರುತ್ತವೆ. ಆದರೆ ಕುಡಿಯುವ ನೀರು, ನೆರಳು ಹಾಗೂ ಶೌಚಾಲಯದ ವ್ಯವಸ್ಥೆ ಇಲ್ಲದೆ ರೈತರು ಸಂಕಷ್ಟ ಅನುಭವಿಸುತ್ತಿದ್ದಾರೆ. ಕೂಡಲೇ ಅಧಿಕಾರಿಗಳು ಸೂಕ್ತ ಕ್ರಮ ಕೈಗೊಳ್ಳಬೇಕು ಎಂದು ಆಗ್ರಹಿಸಿದರು. [32,519,238,605]
dot-cyan [794,1442,803,1451]
masthead-title: ಹಸಿರು ಕ್ರಾಂತಿ [813,32,873,47]
ranebennur-banner: ರಾಣೇಬೆನ್ನೂರಿನ ಪಟ್ಟಣ ಶ್ರೀ ಗುರು ಮಹಾರಾಣಿಬೆನ್ನೂರ ಪದವಿ ಪೂರ್ವ ಮಹಾವಿದ್ಯಾಲಯಕ್ಕೆ 83.33% ಫಲಿತಾಂಶ. [250,780,696,794]
oxford-student-6 [570,396,630,474]
hirabai-student-2 [758,1098,808,1156]
oxford-body-left: ಮುದ್ದೇಬಿಹಾಳ ಏ. 11 - ತಾಲೂಕಿನ ನಾಗರಬೆಟ್ಟದ ಗುಡ್ಡದ ಹತ್ತಿರ ಇರುವ ಪ್ರತಿಷ್ಠಿತ ಆಕ್ಸ್ಫರ್ಡ್ ಪಾಟೀಲ್ಸ್ ಪಿಯು ಕಾಲೇಜು ದ್ವಿತೀಯ ಪಿಯುಸಿ ಪರೀಕ್ಷೆಯಲ್ಲಿ ಶೇ.99.46 ರಷ್ಟು ಫಲಿತಾಂಶ ಪಡೆದು ಸಾಧನೆ ಮಾಡಿದೆ. ಪರೀಕ್ಷೆಗೆ ಹಾಜರಾದ 1120 ವಿದ್ಯಾರ್ಥಿಗಳಲ್ಲಿ 1114 ವಿದ್ಯಾರ್ಥಿಗಳು ಉತ್ತೀರ್ಣರಾಗಿದ್ದಾರೆ. 658 ಅತ್ಯುನ್ನತ ಶ್ರೇಣಿಯಲ್ಲಿ, 436 ಪ್ರಥಮ ಶ್ರೇಣಿಯಲ್ಲಿ ಉತ್ತೀರ್ಣರಾಗಿದ್ದಾರೆ. [250,481,370,578]
commerce-student-3 [368,830,424,900]
dot-yellow [584,1442,593,1451]
pes-student-3 [812,470,860,530]
